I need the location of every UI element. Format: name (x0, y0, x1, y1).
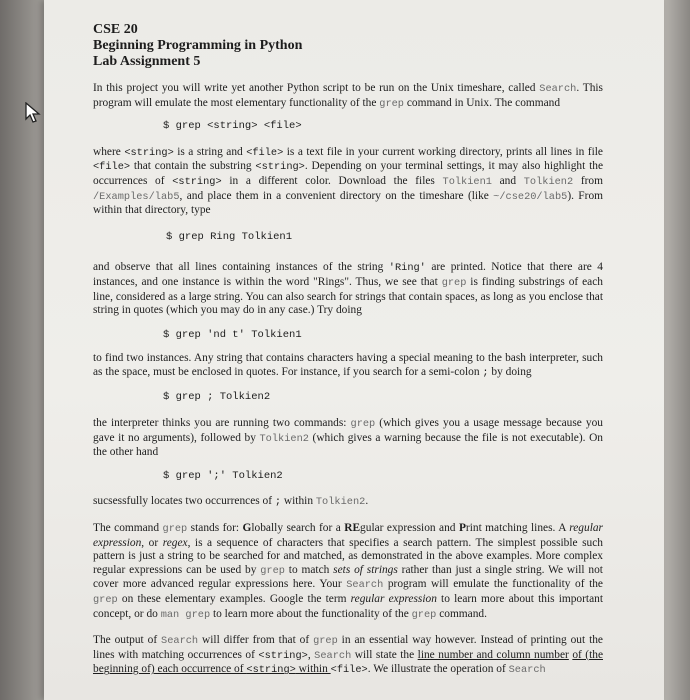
course-title: Beginning Programming in Python (93, 38, 303, 53)
command-example-3: $ grep 'nd t' Tolkien1 (163, 328, 302, 341)
paragraph-7: The command grep stands for: Globally search for a REgular expression and Print matching lines. A regular expression, or regex, is a sequence of characters that specifies a search pattern. The simplest possible such pattern is just a string to be searched for and matched, as demonstrated in the above examples. More complex regular expressions can be used by grep to match sets of strings rather than just a single string. We will not cover more advanced regular expressions here. Your Search program will emulate the functionality of the grep on these elementary examples. Google the term regular expression to learn more about this important concept, or do man grep to learn more about the functionality of the grep command. (93, 522, 604, 621)
paragraph-8: The output of Search will differ from that of grep in an essential way however. Instead of printing out the lines with matching occurrences of <string>, Search will state the line number and column number of (the beginning of) each occurrence of <string> within <file>. We illustrate the operation of Search (93, 634, 603, 677)
command-example-4: $ grep ; Tolkien2 (163, 390, 271, 403)
intro-paragraph: In this project you will write yet another Python script to be run on the Unix timeshare, called Search. This program will emulate the most elementary functionality of the grep command in Unix. The command (93, 82, 603, 110)
document-page (44, 0, 664, 700)
course-code: CSE 20 (93, 22, 138, 37)
document-header (93, 22, 603, 70)
paragraph-2: where <string> is a string and <file> is a text file in your current working directory, prints all lines in file <file> that contain the substring <string>. Depending on your terminal settings, it may also highlight the occurrences of <string> in a different color. Download the files Tolkien1 and Tolkien2 from /Examples/lab5, and place them in a convenient directory on the timeshare (like ~/cse20/lab5). From within that directory, type (93, 145, 603, 217)
command-example-2: $ grep Ring Tolkien1 (166, 230, 293, 243)
paragraph-5: the interpreter thinks you are running two commands: grep (which gives you a usage message because you gave it no arguments), followed by Tolkien2 (which gives a warning because the file is not executable). On the other hand (93, 417, 603, 459)
paragraph-4: to find two instances. Any string that contains characters having a special meaning to the bash interpreter, such as the space, must be enclosed in quotes. For instance, if you search for a semi-colon ; by doing (93, 352, 603, 379)
desk-background-right (662, 0, 690, 700)
document-content (93, 22, 603, 678)
command-example-5: $ grep ';' Tolkien2 (163, 469, 283, 482)
paragraph-3: and observe that all lines containing instances of the string 'Ring' are printed. Notice that there are 4 instances, and one instance is within the word "Rings". Thus, we see that grep is finding substrings of each line, considered as a large string. You can also search for strings that contain spaces, as long as you enclose that string in quotes (which you may do in any case.) Try doing (93, 261, 603, 317)
assignment-title: Lab Assignment 5 (93, 54, 201, 69)
mouse-pointer-icon (24, 102, 42, 124)
command-example-1: $ grep <string> <file> (163, 120, 302, 133)
paragraph-6: sucsessfully locates two occurrences of ; within Tolkien2. (93, 495, 369, 509)
